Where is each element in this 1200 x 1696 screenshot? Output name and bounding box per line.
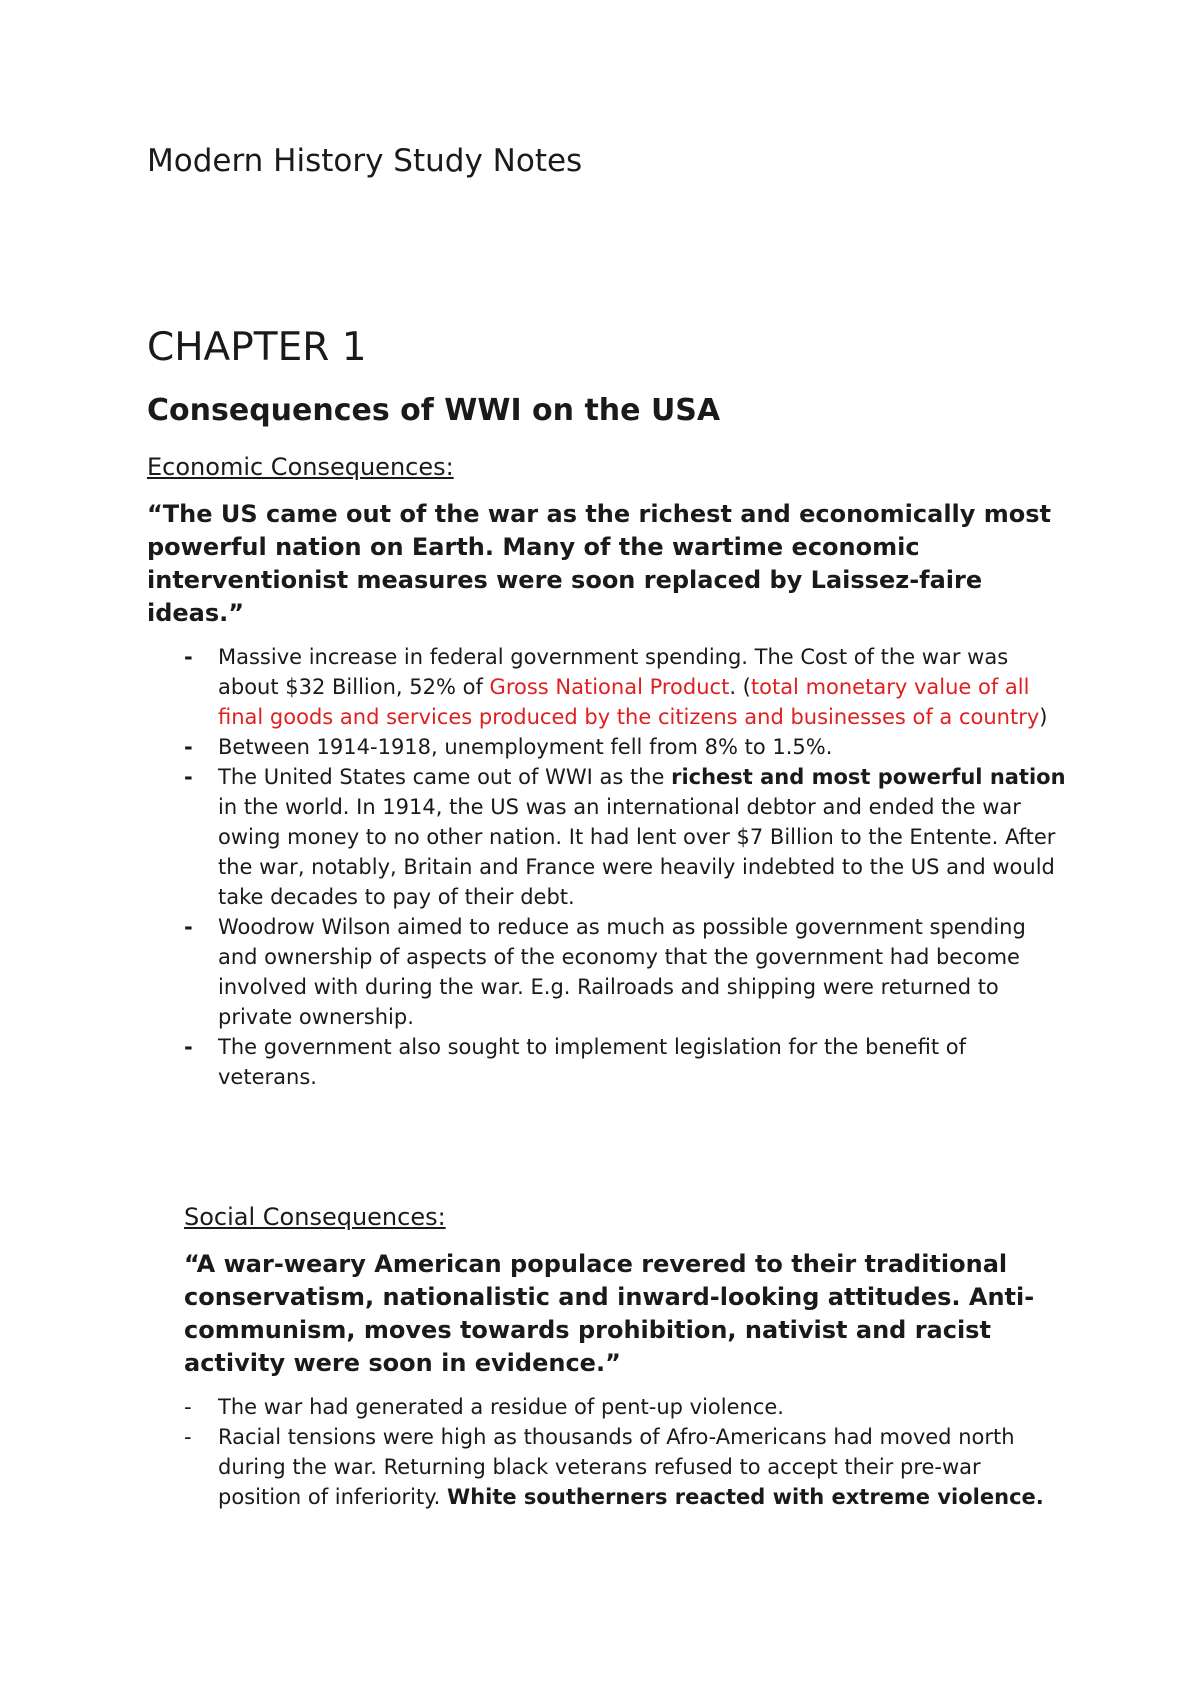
bullet-marker: - [184, 765, 193, 789]
emphasized-text: White southerners reacted with extreme violence. [447, 1485, 1044, 1509]
section-heading-social: Social Consequences: [184, 1203, 446, 1231]
bullet-marker: - [184, 645, 193, 669]
bullet-text: The war had generated a residue of pent-up violence. [218, 1395, 784, 1419]
social-consequences-section [184, 1200, 1064, 1512]
bullet-text: ) [1039, 705, 1048, 729]
bullet-text: Woodrow Wilson aimed to reduce as much as possible government spending and ownership of aspects of the economy that the government had become involved with during the war. E.g. Railroads and shipping were returned to private ownership. [218, 915, 1026, 1029]
bullet-marker: - [184, 735, 193, 759]
list-item [184, 732, 1067, 762]
document-title: Modern History Study Notes [147, 143, 583, 179]
bullet-marker: - [184, 1395, 192, 1419]
bullet-text: Between 1914-1918, unemployment fell from 8% to 1.5%. [218, 735, 833, 759]
economic-bullet-list [147, 642, 1067, 1092]
economic-quote: “The US came out of the war as the richest and economically most powerful nation on Earth. Many of the wartime economic interventionist measures were soon replaced by Laissez-faire ideas.” [147, 500, 1052, 627]
social-bullet-list [184, 1392, 1064, 1512]
bullet-text: . ( [729, 675, 751, 699]
chapter-heading: Consequences of WWI on the USA [147, 393, 721, 428]
bullet-marker: - [184, 1035, 193, 1059]
list-item [184, 642, 1067, 732]
list-item [184, 1032, 1067, 1092]
chapter-number: CHAPTER 1 [147, 325, 367, 370]
bullet-text: in the world. In 1914, the US was an international debtor and ended the war owing money to no other nation. It had lent over $7 Billion to the Entente. After the war, notably, Britain and France were heavily indebted to the US and would take decades to pay of their debt. [218, 795, 1056, 909]
bullet-marker: - [184, 1425, 192, 1449]
bullet-text: Racial tensions were high as thousands of Afro-Americans had moved north during the war. Returning black veterans refused to accept their pre-war position of inferiority. [218, 1425, 1015, 1509]
list-item [184, 1392, 1064, 1422]
social-quote: “A war-weary American populace revered to their traditional conservatism, nationalistic and inward-looking attitudes. Anti-communism, moves towards prohibition, nativist and racist activity were soon in evidence.” [184, 1250, 1035, 1377]
list-item [184, 762, 1067, 912]
bullet-marker: - [184, 915, 193, 939]
section-heading-economic: Economic Consequences: [147, 453, 454, 481]
economic-consequences-section [147, 450, 1067, 1092]
list-item [184, 1422, 1064, 1512]
list-item [184, 912, 1067, 1032]
bullet-text: The United States came out of WWI as the [218, 765, 672, 789]
bullet-text: Massive increase in federal government spending. The Cost of the war was about $32 Billion, 52% of [218, 645, 1009, 699]
highlighted-definition: total monetary value of all final goods and services produced by the citizens and businesses of a country [218, 675, 1040, 729]
highlighted-term: Gross National Product [489, 675, 730, 699]
bullet-text: The government also sought to implement legislation for the benefit of veterans. [218, 1035, 966, 1089]
emphasized-text: richest and most powerful nation [671, 765, 1066, 789]
